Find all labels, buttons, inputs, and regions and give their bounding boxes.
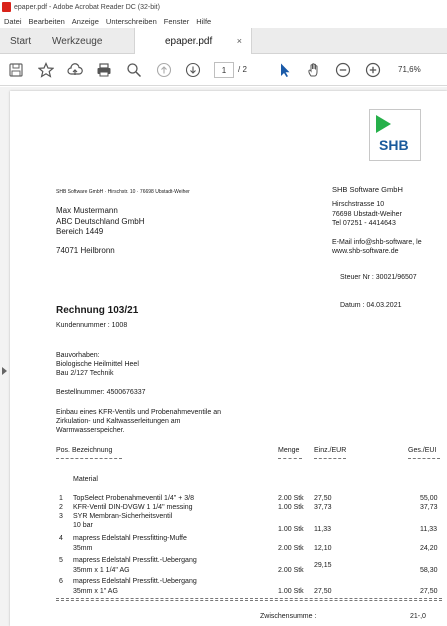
acrobat-app-icon xyxy=(2,2,11,12)
row-price: 27,50 xyxy=(314,588,332,595)
tab-document[interactable] xyxy=(134,28,252,55)
row-qty: 1.00 Stk xyxy=(278,526,304,533)
row-total: 11,33 xyxy=(420,526,437,533)
project-line-2: Bau 2/127 Technik xyxy=(56,370,114,377)
row-total: 37,73 xyxy=(420,504,438,511)
row-pos: 2 xyxy=(59,504,63,511)
tab-home[interactable]: Start xyxy=(10,35,32,47)
row-qty: 2.00 Stk xyxy=(278,545,304,552)
row-desc: mapress Edelstahl Pressfitting-Muffe xyxy=(73,535,187,542)
row-desc: mapress Edelstahl Pressfitt.-Uebergang xyxy=(73,578,197,585)
row-total: 58,30 xyxy=(420,567,438,574)
window-title: epaper.pdf - Adobe Acrobat Reader DC (32-bit) xyxy=(14,3,160,11)
recipient-name: Max Mustermann xyxy=(56,206,118,215)
row-desc-2: 35mm x 1 1/4" AG xyxy=(73,567,130,574)
close-tab-icon[interactable]: × xyxy=(236,36,242,46)
company-phone: Tel 07251 - 4414643 xyxy=(332,220,396,227)
logo-text: SHB xyxy=(379,137,409,153)
menu-view[interactable]: Anzeige xyxy=(71,16,99,26)
page-down-icon[interactable] xyxy=(184,61,202,79)
pdf-page xyxy=(10,91,447,626)
company-city: 76698 Ubstadt-Weiher xyxy=(332,211,402,218)
recipient-dept: Bereich 1449 xyxy=(56,227,104,236)
page-total: / 2 xyxy=(238,65,247,74)
row-price: 11,33 xyxy=(314,526,331,533)
row-desc-2: 35mm xyxy=(73,545,93,552)
row-price: 29,15 xyxy=(314,562,332,569)
row-desc: SYR Membran-Sicherheitsventil xyxy=(73,513,173,520)
row-total: 24,20 xyxy=(420,545,438,552)
menu-help[interactable]: Hilfe xyxy=(196,16,212,26)
customer-number: Kundennummer : 1008 xyxy=(56,322,128,329)
row-pos: 3 xyxy=(59,513,63,520)
header-total: Ges./EUI xyxy=(408,447,437,454)
upload-cloud-icon[interactable] xyxy=(66,61,84,79)
window-titlebar xyxy=(0,0,447,14)
order-number: Bestellnummer: 4500676337 xyxy=(56,389,146,396)
section-material: Material xyxy=(73,476,98,483)
zoom-out-icon[interactable] xyxy=(334,61,352,79)
tax-number: Steuer Nr : 30021/96507 xyxy=(340,274,417,281)
subtotal-value: 21-,0 xyxy=(410,613,426,620)
header-unit-price: Einz./EUR xyxy=(314,447,347,454)
bookmark-star-icon[interactable] xyxy=(37,61,55,79)
row-desc: TopSelect Probenahmeventil 1/4" + 3/8 xyxy=(73,495,194,502)
description-line-2: Zirkulation- und Kaltwasserleitungen am xyxy=(56,418,181,425)
toolbar xyxy=(0,54,447,86)
recipient-company: ABC Deutschland GmbH xyxy=(56,217,145,226)
table-rule xyxy=(56,600,442,601)
cursor-icon[interactable] xyxy=(276,61,294,79)
zoom-in-icon[interactable] xyxy=(364,61,382,79)
print-icon[interactable] xyxy=(95,61,113,79)
logo-triangle xyxy=(376,115,391,133)
company-web: www.shb-software.de xyxy=(332,248,399,255)
menu-sign[interactable]: Unterschreiben xyxy=(105,16,157,26)
project-label: Bauvorhaben: xyxy=(56,352,100,359)
table-rule xyxy=(56,598,442,599)
header-underline xyxy=(278,458,302,459)
shb-logo xyxy=(369,109,421,161)
row-qty: 1.00 Stk xyxy=(278,504,304,511)
header-underline xyxy=(56,458,122,459)
menu-window[interactable]: Fenster xyxy=(163,16,190,26)
row-pos: 6 xyxy=(59,578,63,585)
page-number-input[interactable]: 1 xyxy=(214,62,234,78)
row-qty: 2.00 Stk xyxy=(278,495,304,502)
row-pos: 4 xyxy=(59,535,63,542)
recipient-city: 74071 Heilbronn xyxy=(56,246,115,255)
row-pos: 1 xyxy=(59,495,63,502)
header-underline xyxy=(408,458,440,459)
row-desc: KFR-Ventil DIN-DVGW 1 1/4" messing xyxy=(73,504,193,511)
page-up-icon[interactable] xyxy=(155,61,173,79)
row-price: 27,50 xyxy=(314,495,332,502)
zoom-level[interactable]: 71,6% xyxy=(398,65,421,74)
company-name: SHB Software GmbH xyxy=(332,185,403,194)
row-price: 37,73 xyxy=(314,504,332,511)
invoice-date: Datum : 04.03.2021 xyxy=(340,302,402,309)
subtotal-label: Zwischensumme : xyxy=(260,613,317,620)
sender-line: SHB Software GmbH · Hirschstr. 10 · 76698 Ubstadt-Weiher xyxy=(56,189,190,195)
save-icon[interactable] xyxy=(7,61,25,79)
header-quantity: Menge xyxy=(278,447,300,454)
menu-bar xyxy=(0,14,447,28)
zoom-search-icon[interactable] xyxy=(125,61,143,79)
row-desc-2: 35mm x 1" AG xyxy=(73,588,118,595)
header-position: Pos. Bezeichnung xyxy=(56,447,113,454)
description-line-1: Einbau eines KFR-Ventils und Probenahmeventile an xyxy=(56,409,221,416)
expand-panel-icon[interactable] xyxy=(2,367,7,375)
row-qty: 1.00 Stk xyxy=(278,588,304,595)
row-total: 55,00 xyxy=(420,495,438,502)
menu-file[interactable]: Datei xyxy=(4,16,22,26)
header-underline xyxy=(314,458,346,459)
company-email: E-Mail info@shb-software, le xyxy=(332,239,422,246)
tab-tools[interactable]: Werkzeuge xyxy=(52,35,103,47)
row-qty: 2.00 Stk xyxy=(278,567,304,574)
tab-document-label: epaper.pdf xyxy=(165,36,213,47)
hand-icon[interactable] xyxy=(305,61,323,79)
row-price: 12,10 xyxy=(314,545,332,552)
invoice-title: Rechnung 103/21 xyxy=(56,305,139,316)
row-desc-2: 10 bar xyxy=(73,522,93,529)
tab-bar xyxy=(0,28,447,54)
row-desc: mapress Edelstahl Pressfitt.-Uebergang xyxy=(73,557,197,564)
description-line-3: Warmwasserspeicher. xyxy=(56,427,125,434)
row-total: 27,50 xyxy=(420,588,438,595)
document-viewer[interactable] xyxy=(0,87,447,626)
company-street: Hirschstrasse 10 xyxy=(332,201,385,208)
menu-edit[interactable]: Bearbeiten xyxy=(28,16,65,26)
row-pos: 5 xyxy=(59,557,63,564)
project-line-1: Biologische Heilmittel Heel xyxy=(56,361,139,368)
